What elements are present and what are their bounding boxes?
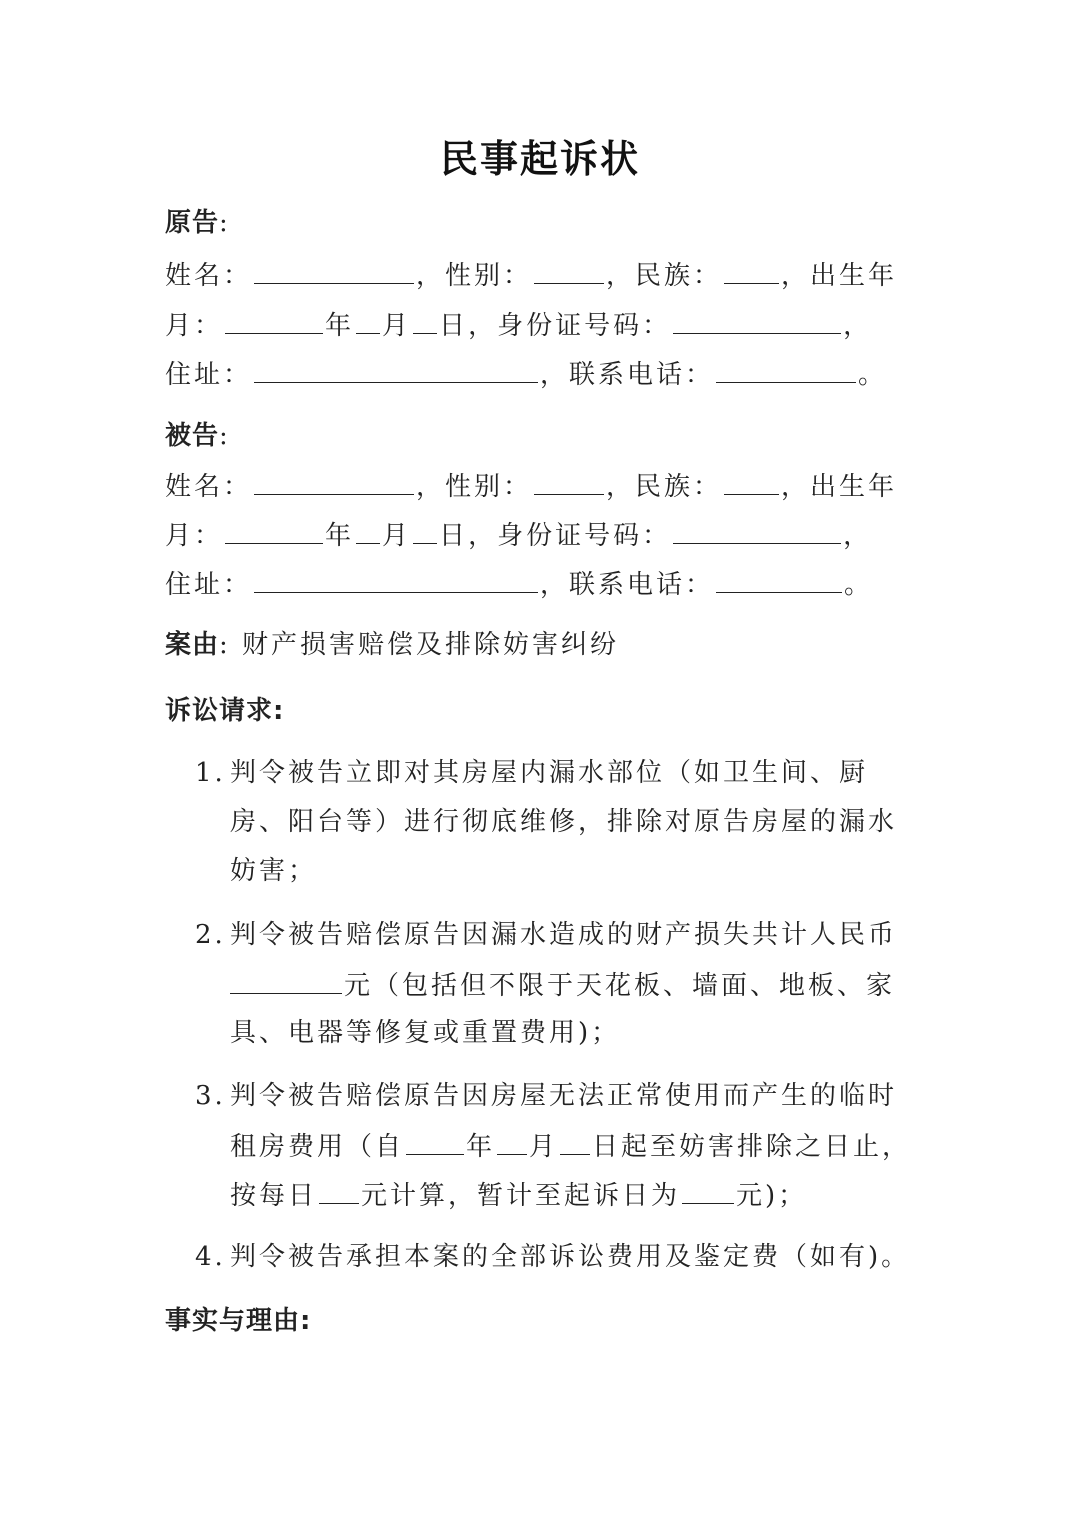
claim-3-line-3 <box>230 1177 807 1213</box>
claim-3-end: 元)； <box>736 1181 808 1211</box>
defendant-line-1 <box>165 468 897 504</box>
claim-3-line-2 <box>230 1128 911 1164</box>
defendant-end: 。 <box>844 570 874 600</box>
plaintiff-gender-blank[interactable] <box>534 257 604 284</box>
defendant-line-3 <box>165 566 873 602</box>
plaintiff-year-label: 年 <box>325 311 355 341</box>
claim-2-number: 2. <box>195 920 226 950</box>
defendant-birth-year-blank[interactable] <box>225 517 323 544</box>
plaintiff-heading <box>165 206 231 240</box>
defendant-name-label: 姓名： <box>165 472 253 502</box>
page-title: 民事起诉状 <box>439 137 640 181</box>
defendant-id-blank[interactable] <box>673 517 841 544</box>
claim-1-line-3: 妨害； <box>230 856 318 886</box>
defendant-name-blank[interactable] <box>254 468 414 495</box>
plaintiff-phone-label: ，联系电话： <box>540 360 715 390</box>
claim-2-line-2-text: 元（包括但不限于天花板、墙面、地板、家 <box>344 971 896 1001</box>
cause-label: 案由 <box>165 630 220 660</box>
defendant-birth-month-blank[interactable] <box>356 517 380 544</box>
defendant-id-end: ， <box>843 521 873 551</box>
plaintiff-month-label: 月 <box>382 311 412 341</box>
claim-3-year-blank[interactable] <box>406 1128 464 1155</box>
claim-3-calc-label: 元计算，暂计至起诉日为 <box>361 1181 681 1211</box>
defendant-address-label: 住址： <box>165 570 253 600</box>
plaintiff-id-end: ， <box>843 311 873 341</box>
defendant-gender-label: ，性别： <box>416 472 533 502</box>
claim-2-line-1: 判令被告赔偿原告因漏水造成的财产损失共计人民币 <box>230 920 898 950</box>
plaintiff-name-blank[interactable] <box>254 257 414 284</box>
defendant-ethnicity-label: ，民族： <box>606 472 723 502</box>
plaintiff-line-2 <box>165 307 872 343</box>
claim-3-total-blank[interactable] <box>682 1177 734 1204</box>
defendant-birth-label-a: ，出生年 <box>781 472 898 502</box>
claim-3-month-blank[interactable] <box>497 1128 527 1155</box>
defendant-id-label: ，身份证号码： <box>468 521 672 551</box>
defendant-ethnicity-blank[interactable] <box>724 468 779 495</box>
claim-1-number: 1. <box>195 758 226 788</box>
claim-1-line-1: 判令被告立即对其房屋内漏水部位（如卫生间、厨 <box>230 758 869 788</box>
plaintiff-address-label: 住址： <box>165 360 253 390</box>
claim-3-day-blank[interactable] <box>560 1128 590 1155</box>
plaintiff-line-3 <box>165 356 887 392</box>
defendant-phone-blank[interactable] <box>716 566 842 593</box>
plaintiff-address-blank[interactable] <box>254 356 538 383</box>
plaintiff-birth-label-b: 月： <box>165 311 224 341</box>
cause-text: 财产损害赔偿及排除妨害纠纷 <box>230 630 620 660</box>
claim-4-number: 4. <box>195 1242 226 1272</box>
defendant-colon: : <box>219 421 231 451</box>
plaintiff-birth-month-blank[interactable] <box>356 307 380 334</box>
plaintiff-birth-year-blank[interactable] <box>225 307 323 334</box>
plaintiff-id-label: ，身份证号码： <box>468 311 672 341</box>
claim-3-year-label: 年 <box>466 1132 496 1162</box>
defendant-day-label: 日 <box>439 521 469 551</box>
claim-3-daily-blank[interactable] <box>319 1177 359 1204</box>
plaintiff-ethnicity-label: ，民族： <box>606 261 723 291</box>
claim-2-line-2 <box>230 967 895 1003</box>
claim-3-month-label: 月 <box>529 1132 559 1162</box>
plaintiff-phone-blank[interactable] <box>716 356 856 383</box>
defendant-month-label: 月 <box>382 521 412 551</box>
claim-3-daily-label: 按每日 <box>230 1181 318 1211</box>
cause-line <box>165 628 619 662</box>
plaintiff-end: 。 <box>858 360 888 390</box>
defendant-birth-day-blank[interactable] <box>413 517 437 544</box>
defendant-address-blank[interactable] <box>254 566 538 593</box>
plaintiff-ethnicity-blank[interactable] <box>724 257 779 284</box>
claim-3-day-label: 日起至妨害排除之日止， <box>592 1132 912 1162</box>
claims-heading: 诉讼请求: <box>165 696 285 726</box>
facts-heading: 事实与理由: <box>165 1306 312 1336</box>
claim-2-amount-blank[interactable] <box>230 967 342 994</box>
defendant-heading <box>165 419 231 453</box>
plaintiff-label: 原告 <box>165 208 220 238</box>
defendant-phone-label: ，联系电话： <box>540 570 715 600</box>
defendant-birth-label-b: 月： <box>165 521 224 551</box>
plaintiff-line-1 <box>165 257 897 293</box>
defendant-year-label: 年 <box>325 521 355 551</box>
defendant-line-2 <box>165 517 872 553</box>
claim-2-line-3: 具、电器等修复或重置费用)； <box>230 1018 621 1048</box>
claim-4-line-1: 判令被告承担本案的全部诉讼费用及鉴定费（如有)。 <box>230 1242 911 1272</box>
plaintiff-id-blank[interactable] <box>673 307 841 334</box>
plaintiff-name-label: 姓名： <box>165 261 253 291</box>
plaintiff-birth-day-blank[interactable] <box>413 307 437 334</box>
claim-3-from-label: 租房费用（自 <box>230 1132 405 1162</box>
plaintiff-colon: : <box>219 208 231 238</box>
plaintiff-birth-label-a: ，出生年 <box>781 261 898 291</box>
defendant-gender-blank[interactable] <box>534 468 604 495</box>
cause-colon: : <box>219 630 231 660</box>
claim-1-line-2: 房、阳台等）进行彻底维修，排除对原告房屋的漏水 <box>230 807 898 837</box>
claim-3-line-1: 判令被告赔偿原告因房屋无法正常使用而产生的临时 <box>230 1081 898 1111</box>
defendant-label: 被告 <box>165 421 220 451</box>
plaintiff-gender-label: ，性别： <box>416 261 533 291</box>
plaintiff-day-label: 日 <box>439 311 469 341</box>
claim-3-number: 3. <box>195 1081 226 1111</box>
